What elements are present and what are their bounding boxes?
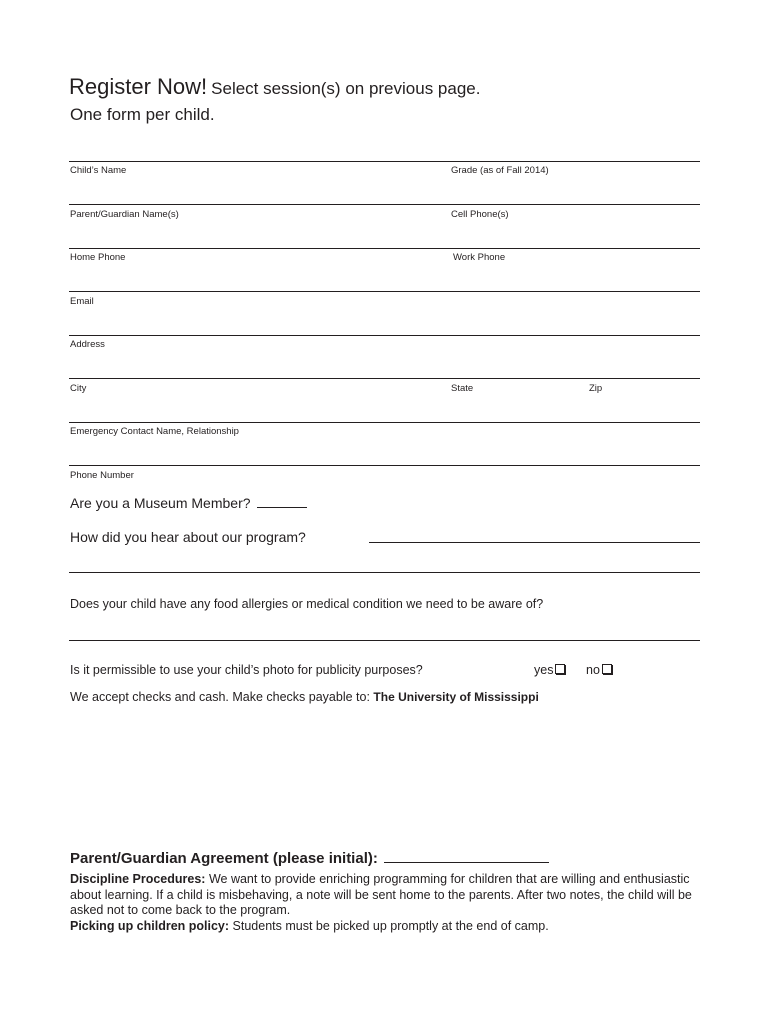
payment-text: We accept checks and cash. Make checks payable to: <box>70 690 370 704</box>
agreement-heading <box>70 850 549 867</box>
home-phone-label: Home Phone <box>70 252 126 263</box>
address-label: Address <box>70 339 105 350</box>
city-label: City <box>70 383 87 394</box>
museum-member-blank[interactable] <box>257 497 307 508</box>
discipline-label: Discipline Procedures: <box>70 872 206 886</box>
museum-member-text: Are you a Museum Member? <box>70 495 251 511</box>
pickup-policy <box>70 919 710 935</box>
photo-yes-checkbox[interactable] <box>555 664 565 674</box>
hear-about-line-2[interactable] <box>69 572 700 573</box>
phone-number-line[interactable] <box>69 465 700 466</box>
title-register-now: Register Now! <box>69 74 208 99</box>
emergency-contact-label: Emergency Contact Name, Relationship <box>70 426 239 437</box>
title-one-form-per-child: One form per child. <box>70 105 215 124</box>
allergies-question: Does your child have any food allergies or medical condition we need to be aware of? <box>70 597 544 611</box>
agreement-initial-blank[interactable] <box>384 850 549 863</box>
photo-no-label: no <box>586 663 600 677</box>
grade-label: Grade (as of Fall 2014) <box>451 165 549 176</box>
discipline-policy <box>70 872 710 919</box>
pickup-label: Picking up children policy: <box>70 918 230 933</box>
policy-block <box>70 872 710 934</box>
hear-about-line[interactable] <box>369 542 700 543</box>
email-line[interactable] <box>69 291 700 292</box>
payment-info <box>70 690 539 704</box>
agreement-heading-text: Parent/Guardian Agreement (please initial): <box>70 850 378 867</box>
state-label: State <box>451 383 474 394</box>
hear-about-text: How did you hear about our program? <box>70 529 306 545</box>
title-subtitle: Select session(s) on previous page. <box>211 79 481 98</box>
parent-name-label: Parent/Guardian Name(s) <box>70 209 179 220</box>
city-line[interactable] <box>69 378 700 379</box>
parent-name-line[interactable] <box>69 204 700 205</box>
address-line[interactable] <box>69 335 700 336</box>
work-phone-label: Work Phone <box>453 252 506 263</box>
museum-member-question <box>70 495 307 511</box>
email-label: Email <box>70 296 94 307</box>
hear-about-question <box>70 529 306 545</box>
photo-yes-label: yes <box>534 663 554 677</box>
cell-phone-label: Cell Phone(s) <box>451 209 509 220</box>
child-name-label: Child’s Name <box>70 165 127 176</box>
photo-no-option[interactable] <box>586 663 612 677</box>
phone-number-label: Phone Number <box>70 470 134 481</box>
payment-payee: The University of Mississippi <box>373 690 539 704</box>
pickup-text: Students must be picked up promptly at the end of camp. <box>232 918 549 933</box>
emergency-contact-line[interactable] <box>69 422 700 423</box>
discipline-text: We want to provide enriching programming for children that are willing and enthusiastic about learning. If a child is misbehaving, a note will be sent home to the parents. After two notes, the child will be asked not to come back to the program. <box>70 872 692 917</box>
child-name-line[interactable] <box>69 161 700 162</box>
form-title <box>69 74 480 100</box>
photo-question: Is it permissible to use your child’s photo for publicity purposes? <box>70 663 423 677</box>
home-phone-line[interactable] <box>69 248 700 249</box>
photo-no-checkbox[interactable] <box>602 664 612 674</box>
zip-label: Zip <box>589 383 603 394</box>
allergies-line[interactable] <box>69 640 700 641</box>
photo-yes-option[interactable] <box>534 663 565 677</box>
